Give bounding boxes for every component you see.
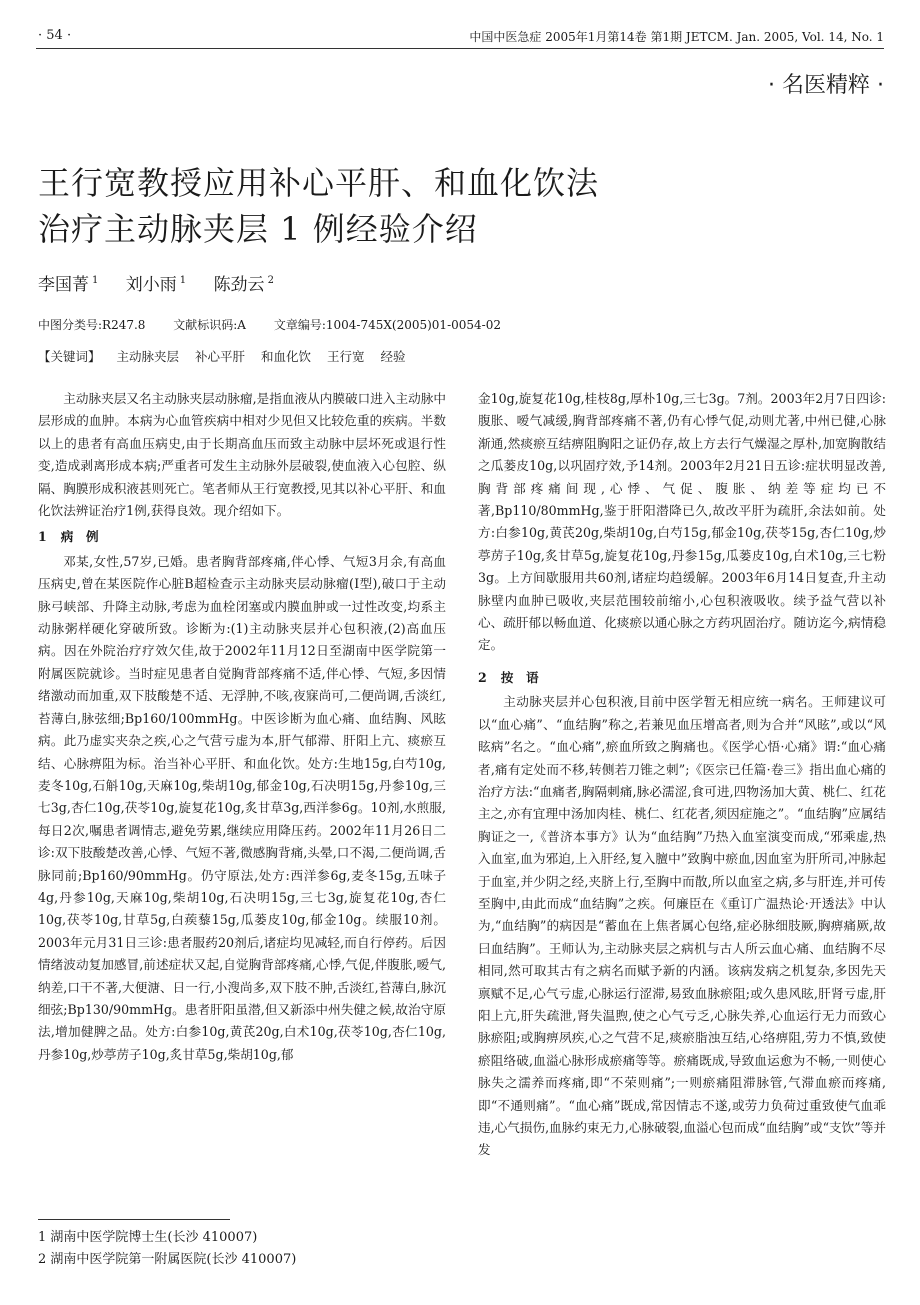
author: 陈劲云 $^2$ bbox=[213, 275, 274, 295]
keywords bbox=[38, 347, 406, 365]
section-label: · 名医精粹 · bbox=[768, 73, 884, 98]
document-code: 文献标识码:A bbox=[173, 318, 246, 332]
footnote: 1 湖南中医学院博士生(长沙 410007) bbox=[38, 1230, 258, 1245]
header-rule bbox=[36, 48, 884, 49]
author-list bbox=[38, 270, 296, 295]
keyword: 补心平肝 bbox=[195, 349, 246, 364]
author: 李国菁 $^1$ bbox=[38, 275, 99, 295]
section-heading-discussion: 2 按 语 bbox=[478, 669, 539, 685]
keyword: 主动脉夹层 bbox=[116, 349, 180, 364]
intro-paragraph: 主动脉夹层又名主动脉夹层动脉瘤,是指血液从内膜破口进入主动脉中层形成的血肿。本病为心血管疾病中相对少见但又比较危重的疾病。半数以上的患者有高血压病史,由于长期高血压而致主动脉中层坏死或退行性变,造成剥离形成本病;严重者可发生主动脉外层破裂,使血液入心包腔、纵隔、胸膜形成积液甚则死亡。笔者师从王行宽教授,见其以补心平肝、和血化饮法辨证治疗1例,获得良效。现介绍如下。 bbox=[38, 391, 446, 519]
discussion-paragraph: 主动脉夹层并心包积液,目前中医学暂无相应统一病名。王师建议可以“血心痛”、“血结胸”称之,若兼见血压增高者,则为合并“风眩”,或以“风眩病”名之。“血心痛”,瘀血所致之胸痛也。《医学心悟·心痛》谓:“血心痛者,痛有定处而不移,转侧若刀锥之刺”;《医宗已任篇·卷三》指出血心痛的治疗方法:“血痛者,胸隔刺痛,脉必濡涩,食可进,四物汤加大黄、桃仁、红花主之,亦有宜理中汤加肉桂、桃仁、红花者,须因症施之”。“血结胸”应属结胸证之一,《普济本事方》认为“血结胸”乃热入血室演变而成,“邪乘虚,热入血室,血为邪迫,上入肝经,复入膻中”致胸中瘀血,因血室为肝所司,冲脉起于血室,并少阴之经,夹脐上行,至胸中而散,所以血室之病,多与肝连,并可传至胸中,由此而成“血结胸”之疾。何廉臣在《重订广温热论·开透法》中认为,“血结胸”的病因是“蓄血在上焦者属心包络,症必脉细肢厥,胸痹痛厥,故曰血结胸”。王师认为,主动脉夹层之病机与古人所云血心痛、血结胸不尽相同,然可取其古有之病名而赋予新的内涵。该病发病之机复杂,多因先天禀赋不足,心气亏虚,心脉运行涩滞,易致血脉瘀阻;或久患风眩,肝肾亏虚,肝阳上亢,肝失疏泄,肾失温煦,使之心气亏乏,心脉失养,心血运行无力而致心脉瘀阻;或胸痹夙疾,心之气营不足,痰瘀脂浊互结,心络痹阻,劳力不慎,致使瘀阻络破,血溢心脉形成瘀痛等等。瘀痛既成,导致血运愈为不畅,一则使心脉失之濡养而疼痛,即“不荣则痛”;一则瘀痛阻滞脉管,气滞血瘀而疼痛,即“不通则痛”。“血心痛”既成,常因情志不遂,或劳力负荷过重致使气血乖违,心气损伤,血脉约束无力,心脉破裂,血溢心包而成“血结胸”或“支饮”等并发 bbox=[478, 694, 886, 1158]
left-column bbox=[38, 388, 446, 1066]
title-line-1: 王行宽教授应用补心平肝、和血化饮法 bbox=[38, 164, 600, 202]
keyword: 和血化饮 bbox=[261, 349, 312, 364]
classification-info bbox=[38, 316, 519, 333]
footnote: 2 湖南中医学院第一附属医院(长沙 410007) bbox=[38, 1252, 297, 1267]
keyword: 经验 bbox=[380, 349, 406, 364]
journal-header: 中国中医急症 2005年1月第14卷 第1期 JETCM. Jan. 2005, Vol. 14, No. 1 bbox=[469, 30, 884, 44]
footnote-rule bbox=[38, 1219, 230, 1220]
keyword: 王行宽 bbox=[327, 349, 365, 364]
keywords-label: 【关键词】 bbox=[38, 349, 101, 364]
page-number: · 54 · bbox=[38, 28, 72, 43]
case-paragraph: 邓某,女性,57岁,已婚。患者胸背部疼痛,伴心悸、气短3月余,有高血压病史,曾在某医院作心脏B超检查示主动脉夹层动脉瘤(Ⅰ型),破口于主动脉弓峡部、升降主动脉,考虑为血栓闭塞或内膜血肿或一过性改变,均系主动脉粥样硬化穿破所致。诊断为:(1)主动脉夹层并心包积液,(2)高血压病。因在外院治疗疗效欠佳,故于2002年11月12日至湖南中医学院第一附属医院就诊。当时症见患者自觉胸背部疼痛不适,伴心悸、气短,多因情绪激动而加重,双下肢酸楚不适、无浮肿,不咳,夜寐尚可,二便尚调,舌淡红,苔薄白,脉弦细;Bp160/100mmHg。中医诊断为血心痛、血结胸、风眩病。此乃虚实夹杂之疾,心之气营亏虚为本,肝气郁滞、肝阳上亢、痰瘀互结、心脉痹阻为标。治当补心平肝、和血化饮。处方:生地15g,白芍10g,麦冬10g,石斛10g,天麻10g,柴胡10g,郁金10g,石决明15g,丹参10g,三七3g,杏仁10g,茯苓10g,旋复花10g,炙甘草3g,西洋参6g。10剂,水煎服,每日2次,嘱患者调情志,避免劳累,继续应用降压药。2002年11月26日二诊:双下肢酸楚改善,心悸、气短不著,微感胸背痛,头晕,口不渴,二便尚调,舌脉同前;Bp160/90mmHg。仍守原法,处方:西洋参6g,麦冬15g,五味子4g,丹参10g,天麻10g,柴胡10g,石决明15g,三七3g,旋复花10g,杏仁10g,茯苓10g,甘草5g,白蒺藜15g,瓜蒌皮10g,郁金10g。续服10剂。2003年元月31日三诊:患者服药20剂后,诸症均见减轻,而自行停药。后因情绪波动复加感冒,前述症状又起,自觉胸背部疼痛,心悸,气促,伴腹胀,嗳气,纳差,口干不著,大便溏、日一行,小溲尚多,双下肢不肿,舌淡红,苔薄白,脉沉细弦;Bp130/90mmHg。患者肝阳虽潜,但又新添中州失健之候,故治守原法,增加健脾之品。处方:白参10g,黄芪20g,白术10g,茯苓10g,杏仁10g,丹参10g,炒葶苈子10g,炙甘草5g,柴胡10g,郁 bbox=[38, 553, 446, 1062]
title-line-2: 治疗主动脉夹层 1 例经验介绍 bbox=[38, 210, 478, 248]
right-column bbox=[478, 388, 886, 1162]
section-heading-case: 1 病 例 bbox=[38, 529, 99, 545]
case-paragraph-continued: 金10g,旋复花10g,桂枝8g,厚朴10g,三七3g。7剂。2003年2月7日四诊:腹胀、嗳气减缓,胸背部疼痛不著,仍有心悸气促,动则尤著,中州已健,心脉渐通,然痰瘀互结痹阻胸阳之证仍存,故上方去行气燥湿之厚朴,加宽胸散结之瓜蒌皮10g,以巩固疗效,予14剂。2003年2月21日五诊:症状明显改善,胸背部疼痛间现,心悸、气促、腹胀、纳差等症均已不著,Bp110/80mmHg,鉴于肝阳潜降已久,故改平肝为疏肝,余法如前。处方:白参10g,黄芪20g,柴胡10g,白芍15g,郁金10g,茯苓15g,杏仁10g,炒葶苈子10g,炙甘草5g,旋复花10g,丹参15g,瓜蒌皮10g,白术10g,三七粉3g。上方间歇服用共60剂,诸症均趋缓解。2003年6月14日复查,升主动脉壁内血肿已吸收,夹层范围较前缩小,心包积液吸收。续予益气营以补心、疏肝郁以畅血道、化痰瘀以通心脉之方药巩固治疗。随访迄今,病情稳定。 bbox=[478, 391, 886, 653]
author: 刘小雨 $^1$ bbox=[125, 275, 187, 295]
article-title bbox=[38, 160, 798, 252]
article-number: 文章编号:1004-745X(2005)01-0054-02 bbox=[273, 318, 501, 332]
footnotes bbox=[38, 1227, 296, 1271]
clc-number: 中图分类号:R247.8 bbox=[38, 318, 146, 332]
